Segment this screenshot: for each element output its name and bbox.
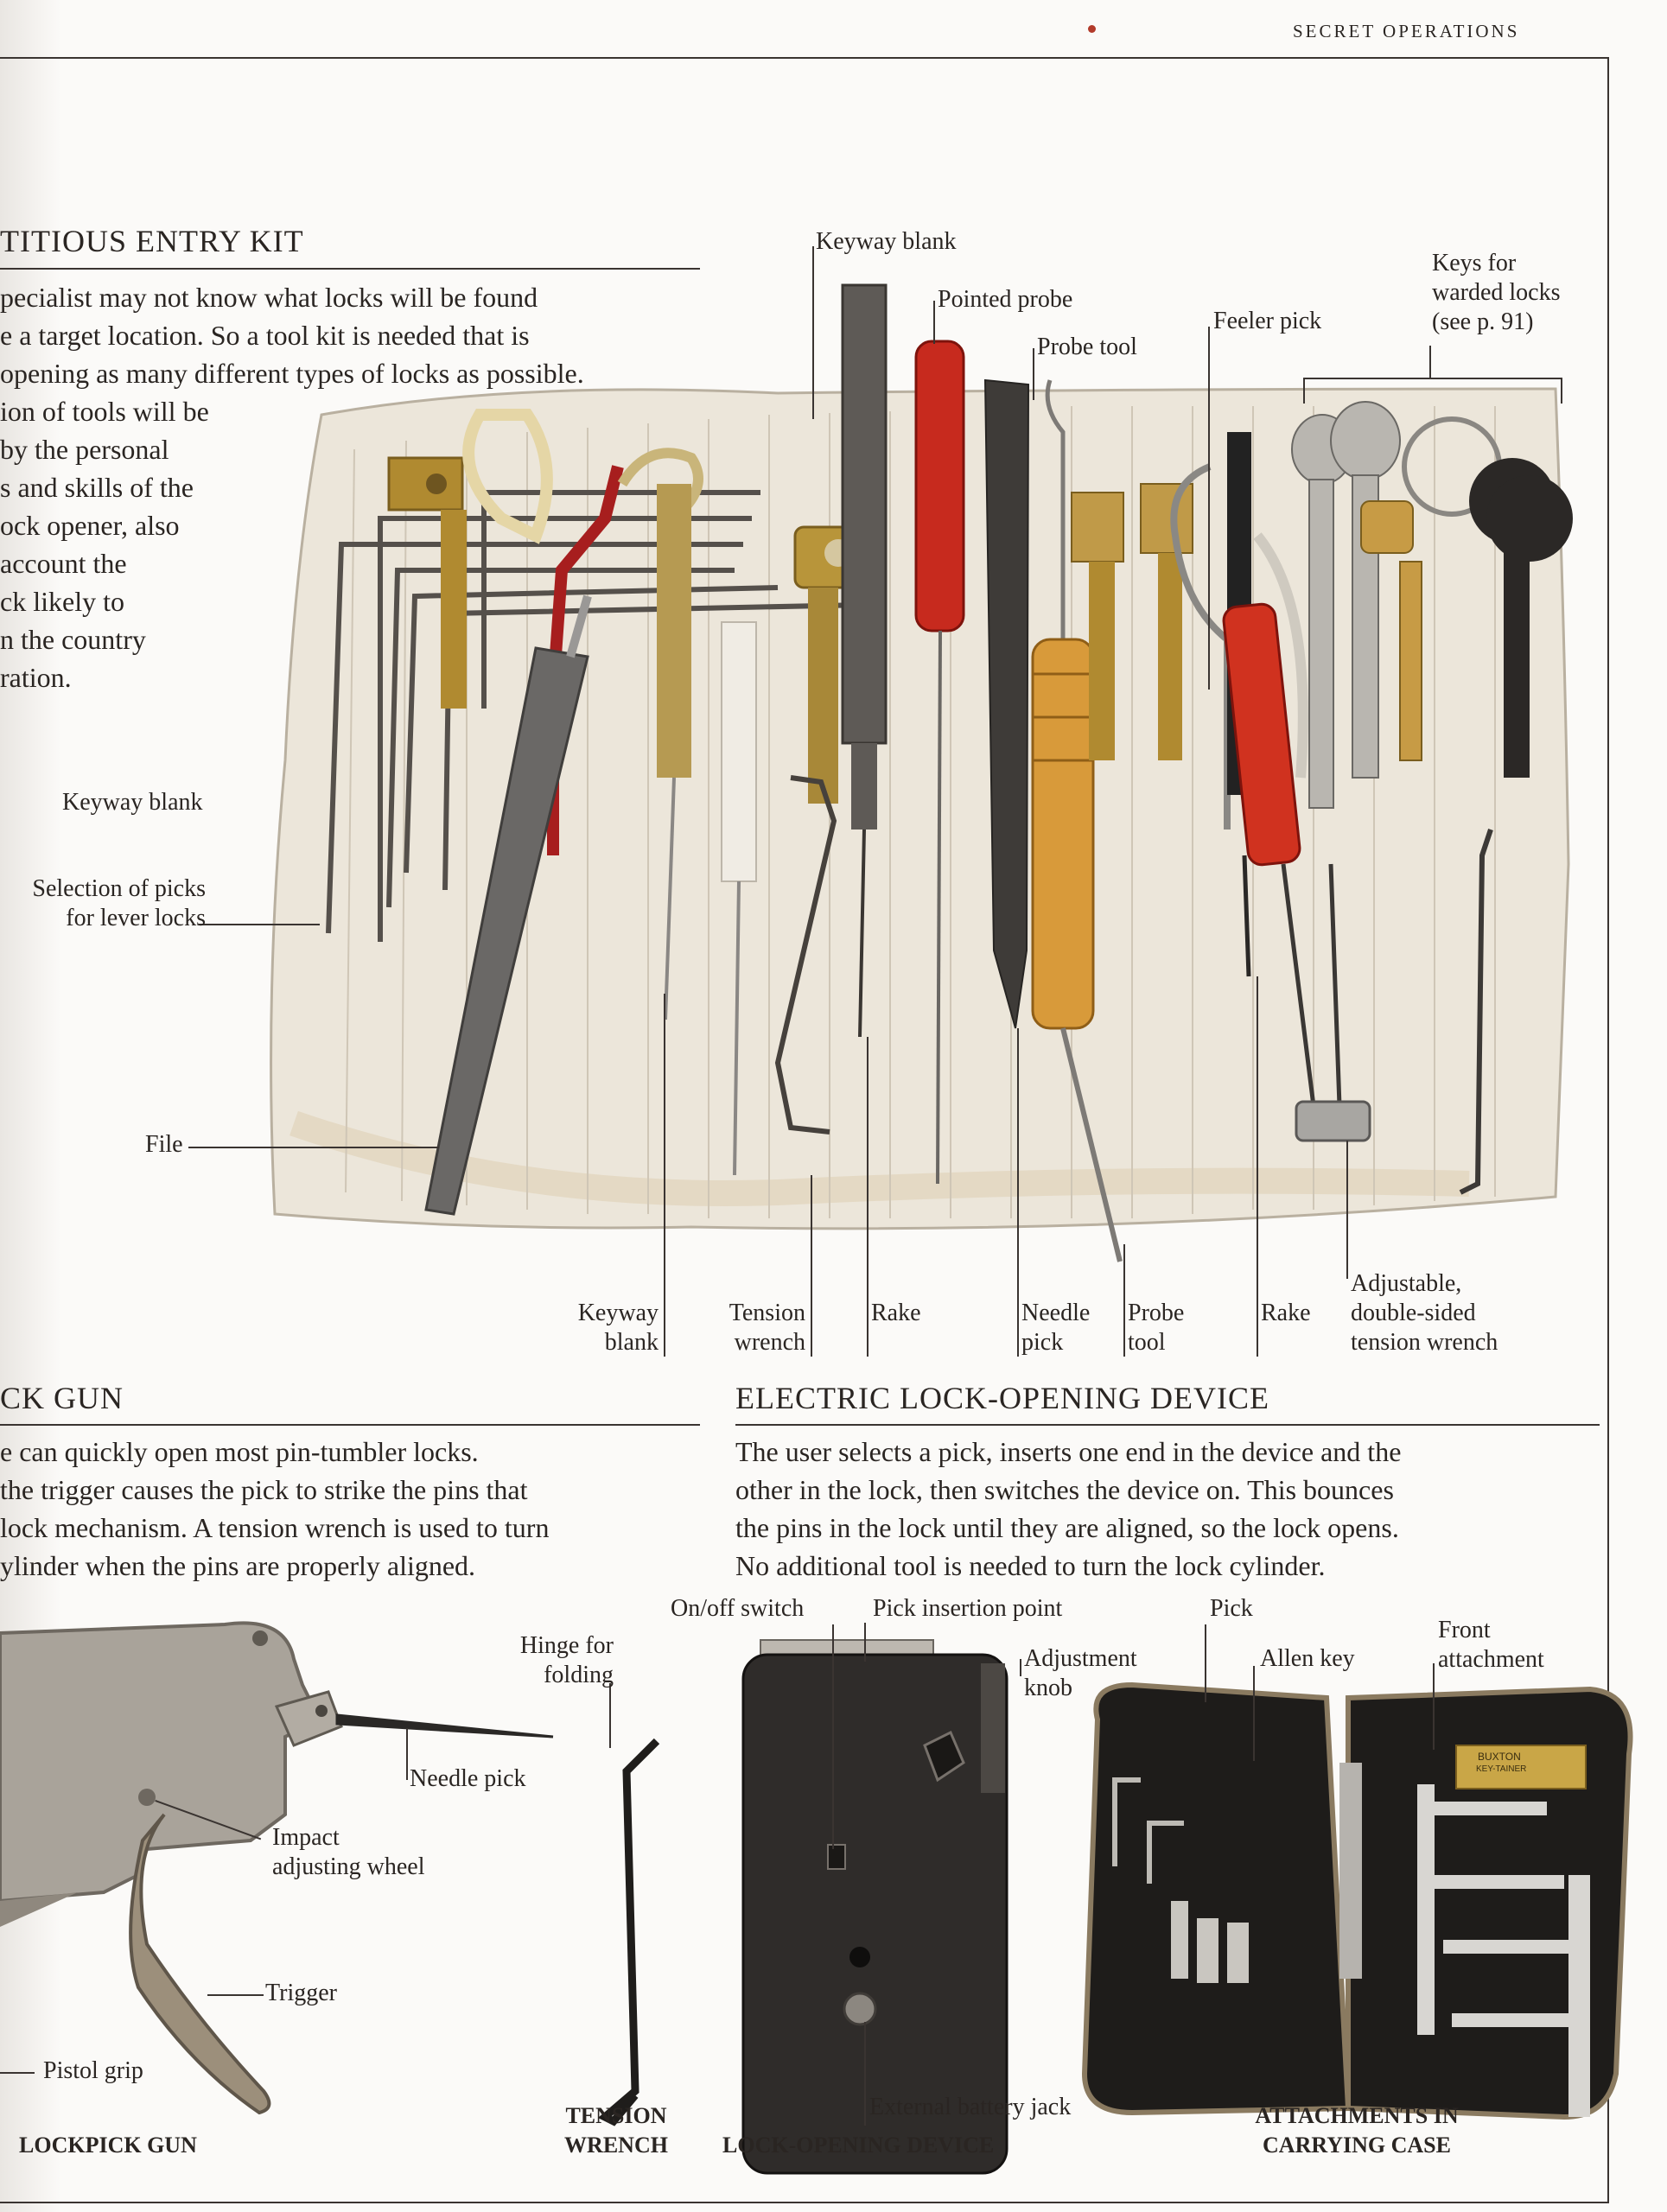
entry-kit-heading: TITIOUS ENTRY KIT — [0, 224, 304, 258]
label-line: Keyway — [577, 1300, 659, 1326]
intro-line: ion of tools will be — [0, 396, 209, 427]
label-probe-tool-top: Probe tool — [1037, 334, 1137, 360]
label-line: knob — [1024, 1675, 1072, 1701]
leader-battery — [864, 2022, 866, 2126]
label-line: warded locks — [1432, 279, 1561, 306]
caption-line: ATTACHMENTS IN — [1255, 2103, 1459, 2128]
caption-lockpick-gun: LOCKPICK GUN — [19, 2133, 197, 2158]
intro-line: opening as many different types of locks as possible. — [0, 358, 584, 389]
gun-body-line: the trigger causes the pick to strike the pins that — [0, 1474, 528, 1505]
intro-line: by the personal — [0, 434, 169, 465]
leader-front — [1433, 1663, 1435, 1750]
label-pointed-probe: Pointed probe — [938, 286, 1073, 313]
label-front-attachment — [1438, 1616, 1544, 1675]
label-line: wrench — [734, 1329, 805, 1356]
label-rake-2: Rake — [1261, 1300, 1311, 1326]
label-feeler-pick: Feeler pick — [1213, 308, 1322, 334]
electric-body-line: No additional tool is needed to turn the lock cylinder. — [735, 1550, 1326, 1581]
label-line: Probe — [1128, 1300, 1185, 1326]
intro-line: account the — [0, 548, 127, 579]
label-keyway-blank-top: Keyway blank — [816, 228, 957, 255]
battery-jack — [844, 1993, 875, 2024]
intro-line: ck likely to — [0, 586, 124, 617]
gun-body-line: ylinder when the pins are properly aligned. — [0, 1550, 476, 1581]
label-line: Hinge for — [519, 1632, 614, 1659]
on-off-switch — [828, 1845, 845, 1869]
label-rake-1: Rake — [871, 1300, 921, 1326]
label-line: Needle — [1021, 1300, 1091, 1326]
electric-body-line: the pins in the lock until they are aligned, so the lock opens. — [735, 1512, 1399, 1543]
leader-adjustment — [1020, 1659, 1021, 1676]
label-gun-needle-pick: Needle pick — [410, 1765, 526, 1792]
electric-heading: ELECTRIC LOCK-OPENING DEVICE — [735, 1381, 1269, 1415]
intro-line: s and skills of the — [0, 472, 194, 503]
label-line: attachment — [1438, 1646, 1544, 1673]
label-line: Front — [1438, 1617, 1491, 1643]
case-brand: BUXTON — [1478, 1751, 1521, 1763]
label-line: Keys for — [1432, 250, 1517, 276]
label-pick: Pick — [1210, 1595, 1253, 1622]
label-line: Adjustment — [1024, 1645, 1137, 1672]
intro-line: pecialist may not know what locks will be found — [0, 282, 538, 313]
caption-lock-opening-device: LOCK-OPENING DEVICE — [722, 2133, 995, 2158]
label-pick-insertion: Pick insertion point — [873, 1595, 1063, 1622]
label-line: pick — [1021, 1329, 1064, 1356]
label-allen-key: Allen key — [1260, 1645, 1355, 1672]
label-line: tool — [1128, 1329, 1166, 1356]
caption-carrying-case — [1227, 2101, 1486, 2160]
caption-line: WRENCH — [564, 2133, 668, 2158]
case-brand-2: KEY-TAINER — [1476, 1764, 1527, 1774]
gun-body-line: lock mechanism. A tension wrench is used to turn — [0, 1512, 550, 1543]
label-line: (see p. 91) — [1432, 308, 1534, 335]
gun-body-line: e can quickly open most pin-tumbler locks. — [0, 1436, 479, 1467]
intro-line: ration. — [0, 662, 72, 693]
label-line: double-sided — [1351, 1300, 1476, 1326]
label-pistol-grip: Pistol grip — [43, 2057, 143, 2084]
running-header: SECRET OPERATIONS — [1293, 21, 1520, 41]
leader-pick-insertion — [864, 1623, 866, 1662]
electric-body-line: other in the lock, then switches the device on. This bounces — [735, 1474, 1394, 1505]
intro-line: ock opener, also — [0, 510, 180, 541]
label-line: Impact — [272, 1824, 340, 1851]
label-adjustment-knob — [1024, 1644, 1137, 1703]
label-battery-jack: External battery jack — [869, 2094, 1072, 2120]
caption-line: CARRYING CASE — [1263, 2133, 1451, 2158]
label-trigger: Trigger — [265, 1980, 337, 2006]
carrying-case — [1085, 1685, 1348, 2113]
caption-line: TENSION — [565, 2103, 667, 2128]
label-line: blank — [604, 1329, 659, 1356]
leader-on-off — [832, 1624, 834, 1849]
gun-heading: CK GUN — [0, 1381, 124, 1415]
label-line: tension wrench — [1351, 1329, 1498, 1356]
label-keyway-blank-left: Keyway blank — [62, 789, 203, 816]
leader-allen — [1253, 1666, 1255, 1761]
label-line: Adjustable, — [1351, 1270, 1462, 1297]
label-on-off-switch: On/off switch — [671, 1595, 805, 1622]
label-line: folding — [544, 1662, 614, 1688]
label-line: Selection of picks — [32, 875, 206, 902]
label-line: for lever locks — [66, 905, 206, 931]
intro-line: n the country — [0, 624, 146, 655]
intro-line: e a target location. So a tool kit is needed that is — [0, 320, 530, 351]
leader-pick — [1205, 1624, 1206, 1702]
allen-key — [1339, 1763, 1362, 1979]
label-line: Tension — [729, 1300, 805, 1326]
label-file: File — [145, 1131, 183, 1158]
label-line: adjusting wheel — [272, 1853, 425, 1880]
electric-body-line: The user selects a pick, inserts one end in the device and the — [735, 1436, 1402, 1467]
